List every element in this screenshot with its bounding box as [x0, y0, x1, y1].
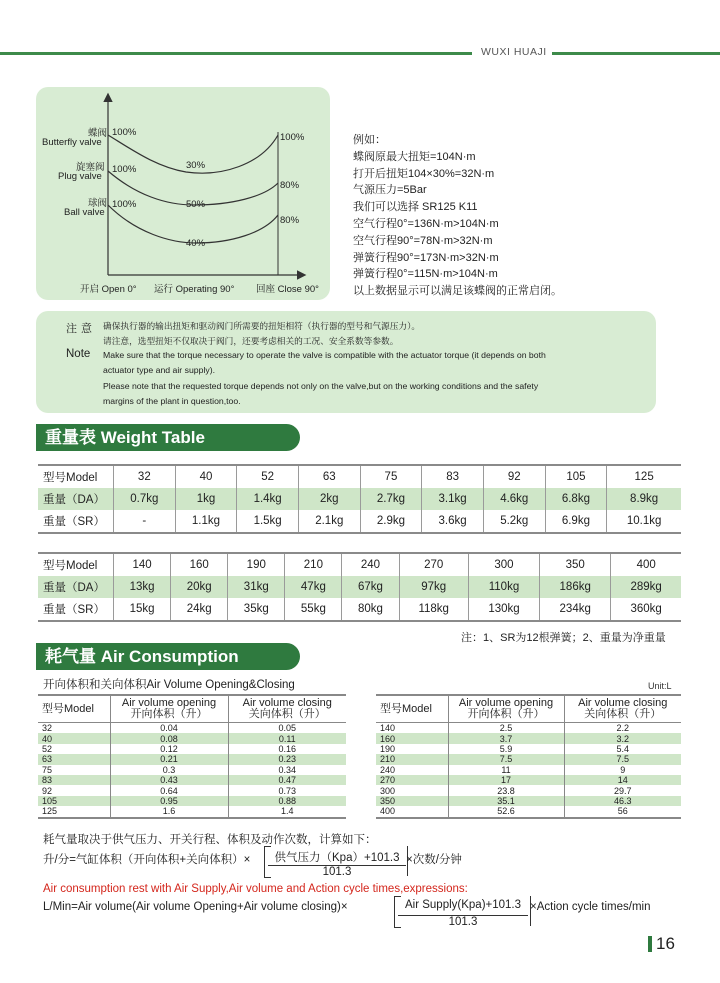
- model-cell: 270: [376, 775, 448, 785]
- closing-cell: 29.7: [564, 785, 681, 795]
- example-line: 我们可以选择 SR125 K11: [353, 201, 478, 214]
- model-cell: 400: [611, 553, 681, 576]
- weight-cell: 289kg: [611, 576, 681, 598]
- table-row: [38, 488, 681, 510]
- weight-cell: 10.1kg: [607, 510, 681, 533]
- table-row: [38, 765, 346, 775]
- table-row: [38, 775, 346, 785]
- example-line: 蝶阀原最大扭矩=104N·m: [353, 150, 476, 163]
- opening-cell: 0.95: [110, 796, 228, 806]
- table-row: [38, 510, 681, 533]
- weight-cell: 1.4kg: [237, 488, 299, 510]
- opening-cell: 7.5: [448, 754, 564, 764]
- row-label: 重量（DA）: [38, 576, 114, 598]
- ball-end: 80%: [280, 215, 300, 226]
- example-line: 空气行程0°=136N·m>104N·m: [353, 217, 499, 230]
- air-table-2: [376, 694, 681, 819]
- opening-cell: 17: [448, 775, 564, 785]
- note-line: Make sure that the torque necessary to operate the valve is compatible with the actuator torque (it depends on both: [103, 350, 546, 360]
- weight-cell: 6.8kg: [545, 488, 607, 510]
- example-line: 打开后扭矩104×30%=32N·m: [353, 167, 495, 180]
- header-model: 型号Model: [376, 695, 448, 723]
- weight-cell: 234kg: [540, 598, 611, 621]
- header-closing: Air volume closing 关向体积（升）: [564, 695, 681, 723]
- table-row: [38, 806, 346, 817]
- model-cell: 300: [380, 785, 396, 796]
- label-plug-cn: 旋塞阀: [76, 162, 105, 173]
- closing-cell: 1.4: [228, 806, 346, 817]
- weight-cell: 13kg: [114, 576, 171, 598]
- table-row: [38, 796, 346, 806]
- plug-end: 80%: [280, 180, 300, 191]
- row-label: 重量（SR）: [38, 598, 114, 621]
- weight-cell: 4.6kg: [483, 488, 545, 510]
- weight-cell: 31kg: [228, 576, 285, 598]
- weight-table-1: [38, 464, 681, 534]
- table-row: [376, 733, 681, 743]
- table-row: [38, 744, 346, 754]
- weight-section-title: 重量表 Weight Table: [36, 424, 300, 451]
- model-cell: 83: [422, 465, 484, 488]
- model-cell: 400: [376, 806, 448, 817]
- weight-cell: 97kg: [399, 576, 468, 598]
- model-cell: 350: [540, 553, 611, 576]
- weight-cell: 1.1kg: [175, 510, 237, 533]
- model-cell: 75: [360, 465, 422, 488]
- model-cell: 190: [228, 553, 285, 576]
- closing-cell: 3.2: [564, 733, 681, 743]
- table-header-row: [376, 695, 681, 723]
- model-cell: 92: [42, 785, 53, 796]
- formula-cn-intro: 耗气量取决于供气压力、开关行程、体积及动作次数，计算如下：: [43, 834, 377, 846]
- weight-cell: 2.7kg: [360, 488, 422, 510]
- table-row: [38, 576, 681, 598]
- weight-cell: 0.7kg: [114, 488, 176, 510]
- closing-cell: 0.05: [228, 723, 346, 734]
- closing-cell: 0.73: [228, 785, 346, 795]
- butterfly-end: 100%: [280, 132, 305, 143]
- row-label: 重量（DA）: [38, 488, 114, 510]
- formula-cn-left: 升/分=气缸体积（开向体积+关向体积）×: [43, 854, 251, 866]
- header-opening: Air volume opening 开向体积（升）: [110, 695, 228, 723]
- air-section-title: 耗气量 Air Consumption: [36, 643, 300, 670]
- model-cell: 240: [342, 553, 399, 576]
- table-row: [376, 765, 681, 775]
- weight-cell: 360kg: [611, 598, 681, 621]
- label-ball-en: Ball valve: [64, 207, 105, 218]
- model-cell: 300: [468, 553, 539, 576]
- opening-cell: 0.64: [110, 785, 228, 795]
- model-cell: 40: [175, 465, 237, 488]
- model-cell: 270: [399, 553, 468, 576]
- closing-cell: 0.16: [228, 744, 346, 754]
- page-number-bar: [648, 936, 652, 952]
- x-label-open: 开启 Open 0°: [80, 284, 137, 295]
- air-table-1: [38, 694, 346, 819]
- table-row: [376, 785, 681, 795]
- model-cell: 125: [607, 465, 681, 488]
- model-cell: 240: [380, 764, 396, 775]
- label-ball-cn: 球阀: [88, 198, 108, 209]
- model-cell: 125: [38, 806, 110, 817]
- note-line: Please note that the requested torque depends not only on the valve,but on the working conditions and the safety: [103, 381, 539, 391]
- formula-en-intro: Air consumption rest with Air Supply,Air volume and Action cycle times,expressions:: [43, 883, 468, 895]
- model-cell: 105: [38, 796, 110, 806]
- weight-cell: 118kg: [399, 598, 468, 621]
- weight-cell: 47kg: [285, 576, 342, 598]
- formula-cn-right: ×次数/分钟: [406, 854, 462, 866]
- model-cell: 63: [298, 465, 360, 488]
- formula-en-left: L/Min=Air volume(Air volume Opening+Air volume closing)×: [43, 901, 348, 913]
- opening-cell: 52.6: [448, 806, 564, 817]
- table-row: [38, 733, 346, 743]
- table-row: [38, 723, 346, 734]
- weight-cell: 20kg: [171, 576, 228, 598]
- weight-cell: 15kg: [114, 598, 171, 621]
- table-header-row: [38, 695, 346, 723]
- butterfly-mid: 30%: [186, 160, 206, 171]
- opening-cell: 3.7: [448, 733, 564, 743]
- opening-cell: 2.5: [448, 723, 564, 734]
- closing-cell: 14: [564, 775, 681, 785]
- note-en-label: Note: [66, 348, 91, 360]
- table-row: [38, 553, 681, 576]
- page-number: 16: [656, 934, 675, 953]
- example-line: 以上数据显示可以满足该蝶阀的正常启闭。: [353, 285, 562, 298]
- weight-cell: 35kg: [228, 598, 285, 621]
- plug-start: 100%: [112, 164, 137, 175]
- opening-cell: 0.3: [110, 765, 228, 775]
- table-row: [376, 744, 681, 754]
- weight-cell: 6.9kg: [545, 510, 607, 533]
- x-label-operating: 运行 Operating 90°: [154, 284, 235, 295]
- weight-footnote: 注：1、SR为12根弹簧；2、重量为净重量: [461, 632, 666, 644]
- model-cell: 63: [38, 754, 110, 764]
- table-row: [376, 754, 681, 764]
- example-line: 弹簧行程0°=115N·m>104N·m: [353, 268, 498, 281]
- table-row: [376, 806, 681, 817]
- formula-en-numerator: Air Supply(Kpa)+101.3: [404, 899, 522, 911]
- note-line: margins of the plant in question,too.: [103, 396, 241, 406]
- ball-mid: 40%: [186, 238, 206, 249]
- torque-chart-graphic: [36, 87, 330, 300]
- header-rule-right: [552, 52, 720, 55]
- air-subtitle: 开向体积和关向体积Air Volume Opening&Closing: [43, 679, 295, 691]
- note-line: 请注意，选型扭矩不仅取决于阀门，还要考虑相关的工况、安全系数等参数。: [103, 336, 399, 346]
- model-cell: 350: [376, 796, 448, 806]
- weight-cell: -: [114, 510, 176, 533]
- model-cell: 32: [42, 723, 53, 734]
- unit-label: Unit:L: [648, 681, 672, 691]
- model-cell: 140: [114, 553, 171, 576]
- plug-mid: 50%: [186, 199, 206, 210]
- formula-en-denominator: 101.3: [448, 916, 478, 928]
- formula-cn-numerator: 供气压力（Kpa）+101.3: [274, 852, 400, 864]
- torque-chart: [36, 87, 330, 300]
- model-cell: 83: [38, 775, 110, 785]
- weight-cell: 110kg: [468, 576, 539, 598]
- closing-cell: 9: [564, 765, 681, 775]
- weight-cell: 130kg: [468, 598, 539, 621]
- model-cell: 32: [114, 465, 176, 488]
- opening-cell: 5.9: [448, 744, 564, 754]
- model-cell: 105: [545, 465, 607, 488]
- row-label: 重量（SR）: [38, 510, 114, 533]
- weight-cell: 55kg: [285, 598, 342, 621]
- ball-start: 100%: [112, 199, 137, 210]
- closing-cell: 56: [564, 806, 681, 817]
- header-rule-left: [0, 52, 472, 55]
- closing-cell: 2.2: [564, 723, 681, 734]
- label-butterfly-cn: 蝶阀: [88, 128, 108, 139]
- table-row: [38, 598, 681, 621]
- model-cell: 160: [171, 553, 228, 576]
- note-cn-label: 注意: [66, 323, 96, 335]
- weight-cell: 67kg: [342, 576, 399, 598]
- note-line: actuator type and air supply).: [103, 365, 216, 375]
- brand-name: WUXI HUAJI: [481, 46, 547, 58]
- weight-cell: 186kg: [540, 576, 611, 598]
- model-cell: 210: [285, 553, 342, 576]
- model-cell: 40: [38, 733, 110, 743]
- table-row: [38, 465, 681, 488]
- closing-cell: 46.3: [564, 796, 681, 806]
- table-row: [376, 796, 681, 806]
- row-label: 型号Model: [38, 553, 114, 576]
- model-cell: 52: [42, 743, 53, 754]
- example-line: 例如：: [353, 134, 386, 146]
- table-row: [376, 775, 681, 785]
- model-cell: 140: [380, 723, 396, 734]
- weight-cell: 80kg: [342, 598, 399, 621]
- opening-cell: 0.43: [110, 775, 228, 785]
- header-closing: Air volume closing 关向体积（升）: [228, 695, 346, 723]
- closing-cell: 0.34: [228, 765, 346, 775]
- label-plug-en: Plug valve: [58, 171, 102, 182]
- header-opening: Air volume opening 开向体积（升）: [448, 695, 564, 723]
- example-line: 气源压力=5Bar: [353, 184, 427, 197]
- closing-cell: 0.11: [228, 733, 346, 743]
- weight-cell: 1kg: [175, 488, 237, 510]
- opening-cell: 0.12: [110, 744, 228, 754]
- model-cell: 75: [42, 764, 53, 775]
- model-cell: 160: [376, 733, 448, 743]
- table-row: [38, 785, 346, 795]
- header-model: 型号Model: [38, 695, 110, 723]
- weight-cell: 1.5kg: [237, 510, 299, 533]
- model-cell: 190: [380, 743, 396, 754]
- opening-cell: 11: [448, 765, 564, 775]
- weight-cell: 8.9kg: [607, 488, 681, 510]
- weight-cell: 24kg: [171, 598, 228, 621]
- opening-cell: 0.08: [110, 733, 228, 743]
- opening-cell: 35.1: [448, 796, 564, 806]
- row-label: 型号Model: [38, 465, 114, 488]
- closing-cell: 0.88: [228, 796, 346, 806]
- formula-en-right: ×Action cycle times/min: [530, 901, 651, 913]
- formula-cn-denominator: 101.3: [322, 866, 352, 878]
- weight-cell: 3.6kg: [422, 510, 484, 533]
- opening-cell: 0.21: [110, 754, 228, 764]
- note-line: 确保执行器的输出扭矩和驱动阀门所需要的扭矩相符（执行器的型号和气源压力）。: [103, 321, 421, 331]
- example-text: [353, 132, 562, 300]
- weight-table-2: [38, 552, 681, 622]
- closing-cell: 0.23: [228, 754, 346, 764]
- opening-cell: 1.6: [110, 806, 228, 817]
- opening-cell: 0.04: [110, 723, 228, 734]
- opening-cell: 23.8: [448, 785, 564, 795]
- model-cell: 92: [483, 465, 545, 488]
- closing-cell: 0.47: [228, 775, 346, 785]
- weight-cell: 3.1kg: [422, 488, 484, 510]
- model-cell: 210: [376, 754, 448, 764]
- table-row: [38, 754, 346, 764]
- example-line: 弹簧行程90°=173N·m>32N·m: [353, 251, 499, 264]
- weight-cell: 5.2kg: [483, 510, 545, 533]
- example-line: 空气行程90°=78N·m>32N·m: [353, 234, 493, 247]
- weight-cell: 2.9kg: [360, 510, 422, 533]
- model-cell: 52: [237, 465, 299, 488]
- table-row: [376, 723, 681, 734]
- closing-cell: 7.5: [564, 754, 681, 764]
- weight-cell: 2.1kg: [298, 510, 360, 533]
- weight-cell: 2kg: [298, 488, 360, 510]
- closing-cell: 5.4: [564, 744, 681, 754]
- label-butterfly-en: Butterfly valve: [42, 137, 102, 148]
- x-label-close: 回座 Close 90°: [256, 284, 319, 295]
- butterfly-start: 100%: [112, 127, 137, 138]
